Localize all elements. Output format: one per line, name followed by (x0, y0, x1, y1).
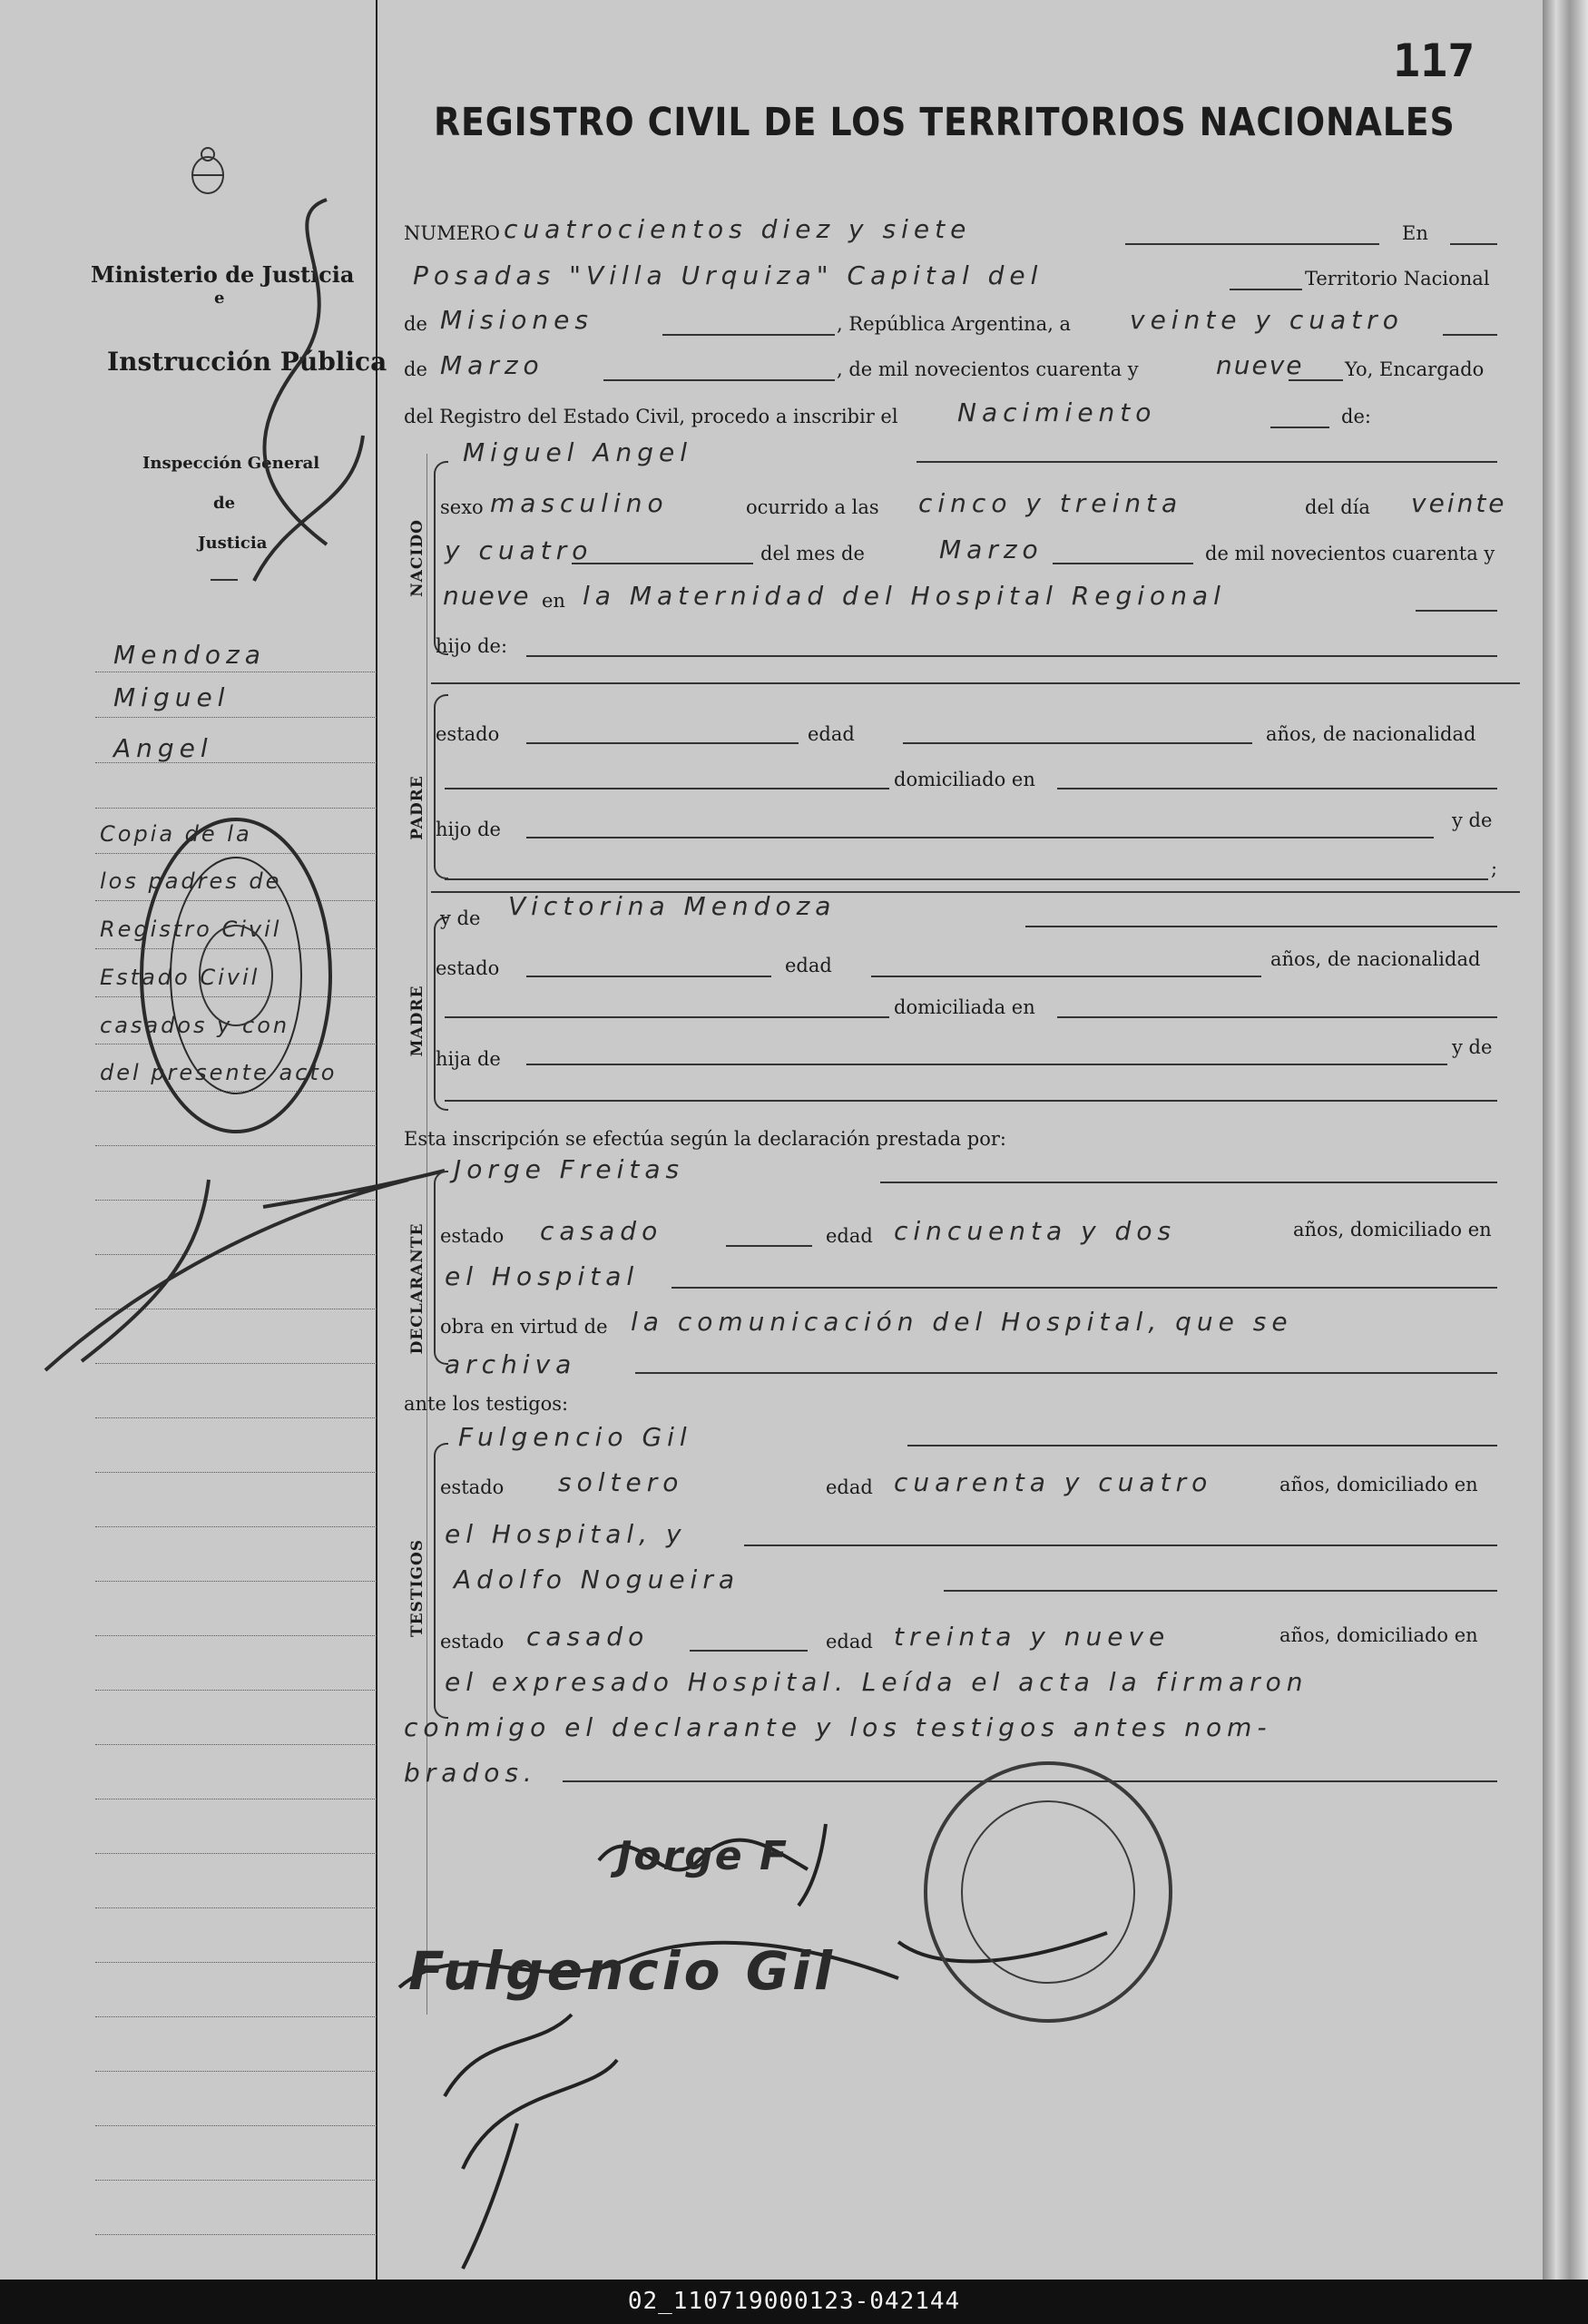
rule (1416, 610, 1497, 612)
rule (690, 1650, 808, 1652)
declarante-domicilio: el Hospital (445, 1261, 640, 1291)
margin-firstname-2: Angel (113, 733, 213, 763)
padre-estado-label: estado (436, 723, 500, 745)
dia-label: del día (1305, 496, 1370, 518)
numero-value: cuatrocientos diez y siete (504, 214, 972, 244)
testigo-2-domicilio: el expresado Hospital. Leída el acta la firmaron (445, 1667, 1309, 1697)
rule (445, 788, 889, 789)
margin-note-2: los padres de (100, 868, 282, 894)
declarante-name: Jorge Freitas (454, 1154, 685, 1184)
rule (662, 334, 835, 336)
dia-value-2: y cuatro (445, 535, 593, 565)
declarante-estado-label: estado (440, 1225, 505, 1247)
margin-rule (95, 2071, 377, 2072)
margin-surname: Mendoza (113, 640, 266, 670)
section-top-rule (431, 682, 1520, 684)
margin-rule (95, 808, 377, 809)
margin-note-1: Copia de la (100, 821, 252, 847)
scan-footer-code: 02_110719000123-042144 (0, 2280, 1588, 2324)
testigo-2-estado-label: estado (440, 1631, 505, 1652)
rule (1289, 379, 1343, 381)
rule (445, 878, 1488, 880)
madre-name: Victorina Mendoza (508, 891, 837, 921)
rule (526, 976, 771, 977)
place-value: Posadas "Villa Urquiza" Capital del (413, 260, 1044, 290)
margin-rule (95, 1744, 377, 1745)
signature-declarante-text: Jorge F (617, 1833, 789, 1879)
signature-officer (408, 1978, 644, 2278)
rule (871, 976, 1261, 977)
dia-value-1: veinte (1411, 488, 1507, 518)
rule (907, 1445, 1497, 1446)
rule (572, 563, 753, 564)
testigo-1-estado-label: estado (440, 1476, 505, 1498)
margin-rule (95, 1472, 377, 1473)
en-label: en (542, 590, 565, 612)
day-value: veinte y cuatro (1130, 305, 1404, 335)
closing-line-1: conmigo el declarante y los testigos antes nom- (404, 1712, 1272, 1742)
margin-note-4: Estado Civil (100, 965, 260, 990)
padre-semicolon: ; (1491, 858, 1498, 879)
madre-hija-label: hija de (436, 1048, 501, 1070)
ocurrido-label: ocurrido a las (746, 496, 879, 518)
sexo-value: masculino (490, 488, 669, 518)
declaracion-label: Esta inscripción se efectúa según la declaración prestada por: (404, 1128, 1006, 1150)
act-value: Nacimiento (957, 397, 1157, 427)
inspeccion-line-3: Justicia (198, 534, 268, 553)
testigo-1-edad-label: edad (826, 1476, 873, 1498)
madre-domiciliada-label: domiciliada en (894, 996, 1035, 1018)
de-label: de (404, 313, 427, 335)
republica-label: , República Argentina, a (837, 313, 1072, 335)
padre-y-de: y de (1452, 809, 1493, 831)
rule (726, 1245, 812, 1247)
margin-rule (95, 2180, 377, 2181)
testigo-1-edad-value: cuarenta y cuatro (894, 1467, 1213, 1497)
de-colon: de: (1341, 406, 1371, 427)
margin-stamp (136, 812, 336, 1139)
rule (526, 1064, 1447, 1065)
rule (526, 742, 799, 744)
inspeccion-line-1: Inspección General (142, 454, 320, 473)
margin-note-3: Registro Civil (100, 917, 282, 942)
registro-label: del Registro del Estado Civil, procedo a inscribir el (404, 406, 898, 427)
testigos-label: TESTIGOS (408, 1538, 426, 1638)
declarante-estado-value: casado (540, 1216, 663, 1246)
territorio-value: Misiones (440, 305, 593, 335)
declarante-edad-label: edad (826, 1225, 873, 1247)
rule (603, 379, 835, 381)
rule (445, 1100, 1497, 1102)
registry-stamp (917, 1756, 1180, 2028)
rule (635, 1372, 1497, 1374)
hijo-label: hijo de: (436, 635, 508, 657)
closing-line-2: brados. (404, 1758, 537, 1788)
padre-brace (434, 694, 448, 879)
rule (671, 1287, 1497, 1289)
nacido-label: NACIDO (408, 519, 426, 597)
en-label: En (1402, 222, 1428, 244)
padre-domiciliado-label: domiciliado en (894, 769, 1035, 790)
padre-edad-label: edad (808, 723, 855, 745)
testigo-1-estado-value: soltero (558, 1467, 684, 1497)
rule (880, 1182, 1497, 1183)
madre-anios-label: años, de nacionalidad (1270, 948, 1481, 970)
rule (1053, 563, 1193, 564)
margin-rule (95, 762, 377, 763)
rule (944, 1590, 1497, 1592)
padre-hijo-label: hijo de (436, 819, 501, 840)
rule (1230, 289, 1302, 290)
inspeccion-line-2: de (213, 494, 236, 513)
margin-note-6: del presente acto (100, 1060, 338, 1085)
signature-testigo-1-text: Fulgencio Gil (408, 1940, 837, 2002)
rule (903, 742, 1252, 744)
yo-label: Yo, Encargado (1345, 358, 1485, 380)
padre-label: PADRE (408, 775, 426, 840)
testigos-intro-label: ante los testigos: (404, 1393, 569, 1415)
rule (1025, 926, 1497, 927)
signature-declarante (581, 1806, 880, 1915)
margin-firstname-1: Miguel (113, 682, 230, 712)
margin-rule (95, 2125, 377, 2126)
margin-rule (95, 1417, 377, 1418)
margin-rule (95, 1853, 377, 1854)
madre-y-de-label: y de (440, 907, 481, 929)
margin-rule (95, 1690, 377, 1691)
page-title: REGISTRO CIVIL DE LOS TERRITORIOS NACIONALES (434, 100, 1456, 145)
testigo-1-domicilio: el Hospital, y (445, 1519, 687, 1549)
ministry-line-1: Ministerio de Justicia (91, 261, 355, 288)
declarante-anios-label: años, domiciliado en (1293, 1219, 1492, 1240)
rule (1450, 243, 1497, 245)
margin-signature (27, 1143, 454, 1379)
margin-note-5: casados y con (100, 1013, 290, 1038)
madre-brace (434, 917, 448, 1111)
rule (744, 1544, 1497, 1546)
madre-estado-label: estado (436, 957, 500, 979)
rule (1057, 1016, 1497, 1018)
rule (445, 1016, 889, 1018)
rule (526, 655, 1497, 657)
margin-rule (95, 2234, 377, 2235)
margin-rule (95, 1635, 377, 1636)
rule (1125, 243, 1379, 245)
month-value: Marzo (440, 350, 544, 380)
testigo-2-edad-label: edad (826, 1631, 873, 1652)
testigo-2-name: Adolfo Nogueira (454, 1564, 740, 1594)
anio-value: nueve (443, 581, 531, 611)
margin-rule (95, 717, 377, 718)
year-label: , de mil novecientos cuarenta y (837, 358, 1139, 380)
obra-value-1: la comunicación del Hospital, que se (631, 1307, 1293, 1337)
declarante-edad-value: cincuenta y dos (894, 1216, 1177, 1246)
lugar-value: la Maternidad del Hospital Regional (583, 581, 1226, 611)
mes-label: del mes de (760, 543, 865, 564)
book-binding (1543, 0, 1588, 2280)
sexo-label: sexo (440, 496, 484, 518)
margin-rule (95, 1526, 377, 1527)
madre-y-de: y de (1452, 1036, 1493, 1058)
rule (917, 461, 1497, 463)
obra-value-2: archiva (445, 1349, 577, 1379)
anio-label: de mil novecientos cuarenta y (1205, 543, 1495, 564)
testigo-2-estado-value: casado (526, 1622, 650, 1652)
madre-label: MADRE (408, 985, 426, 1057)
de-label-2: de (404, 358, 427, 380)
rule (1443, 334, 1497, 336)
rule (526, 837, 1434, 838)
numero-label: NUMERO (404, 222, 500, 244)
margin-rule (95, 1907, 377, 1908)
declarante-label: DECLARANTE (408, 1222, 426, 1355)
year-value: nueve (1216, 350, 1304, 380)
margin-rule (95, 1962, 377, 1963)
mes-value: Marzo (939, 534, 1044, 564)
margin-rule (95, 2016, 377, 2017)
margin-initials-signature (218, 163, 381, 635)
rule (1057, 788, 1497, 789)
padre-anios-label: años, de nacionalidad (1266, 723, 1476, 745)
testigo-1-anios-label: años, domiciliado en (1279, 1474, 1478, 1495)
rule (1270, 427, 1329, 428)
testigo-2-edad-value: treinta y nueve (894, 1622, 1171, 1652)
margin-rule (95, 1581, 377, 1582)
testigo-2-anios-label: años, domiciliado en (1279, 1624, 1478, 1646)
hora-value: cinco y treinta (918, 488, 1183, 518)
page-number: 117 (1393, 34, 1475, 87)
testigo-1-name: Fulgencio Gil (458, 1422, 692, 1452)
ministry-line-2: Instrucción Pública (107, 347, 387, 377)
nacido-name: Miguel Angel (463, 437, 693, 467)
territorio-label: Territorio Nacional (1305, 268, 1490, 289)
madre-edad-label: edad (785, 955, 832, 976)
ministry-e: e (214, 289, 225, 308)
obra-label: obra en virtud de (440, 1316, 608, 1338)
